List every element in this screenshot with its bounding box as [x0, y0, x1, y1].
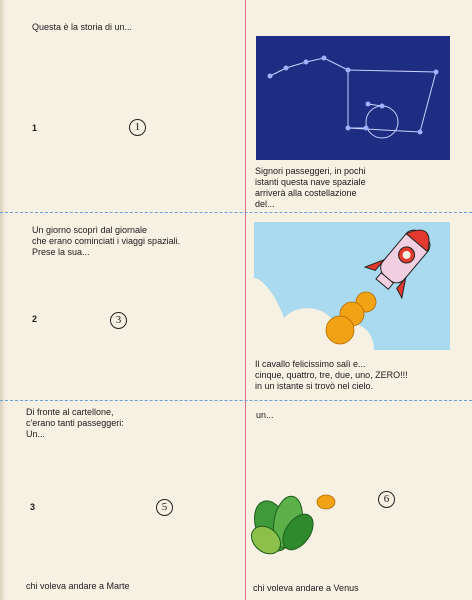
row-divider-2	[0, 400, 472, 401]
row-number-3: 3	[30, 502, 36, 512]
story-text-2: Un giorno scoprì dal giornale che erano cominciati i viaggi spaziali. Prese la sua...	[32, 225, 181, 257]
leaf-planet-illustration	[246, 484, 346, 558]
row-number-2: 2	[32, 314, 38, 324]
story-text-4: un...	[256, 410, 274, 420]
answer-circle-3: 5	[156, 499, 173, 516]
bottom-text-left: chi voleva andare a Marte	[26, 581, 130, 591]
answer-circle-1: 1	[129, 119, 146, 136]
answer-circle-4: 6	[378, 491, 395, 508]
answer-circle-2: 3	[110, 312, 127, 329]
rocket-illustration	[254, 222, 450, 350]
caption-1: Signori passeggeri, in pochi istanti questa nave spaziale arriverà alla costellazione del...	[255, 166, 366, 209]
story-text-1: Questa è la storia di un...	[32, 22, 133, 32]
page-binding-shadow	[0, 0, 6, 600]
constellation-illustration	[256, 36, 450, 160]
row-number-1: 1	[32, 123, 38, 133]
row-divider-1	[0, 212, 472, 213]
bottom-text-right: chi voleva andare a Venus	[253, 583, 359, 593]
caption-2: Il cavallo felicissimo salì e... cinque, quattro, tre, due, uno, ZERO!!! in un istante si trovò nel cielo.	[255, 359, 408, 391]
story-text-3: Di fronte al cartellone, c'erano tanti passeggeri: Un...	[26, 407, 124, 439]
